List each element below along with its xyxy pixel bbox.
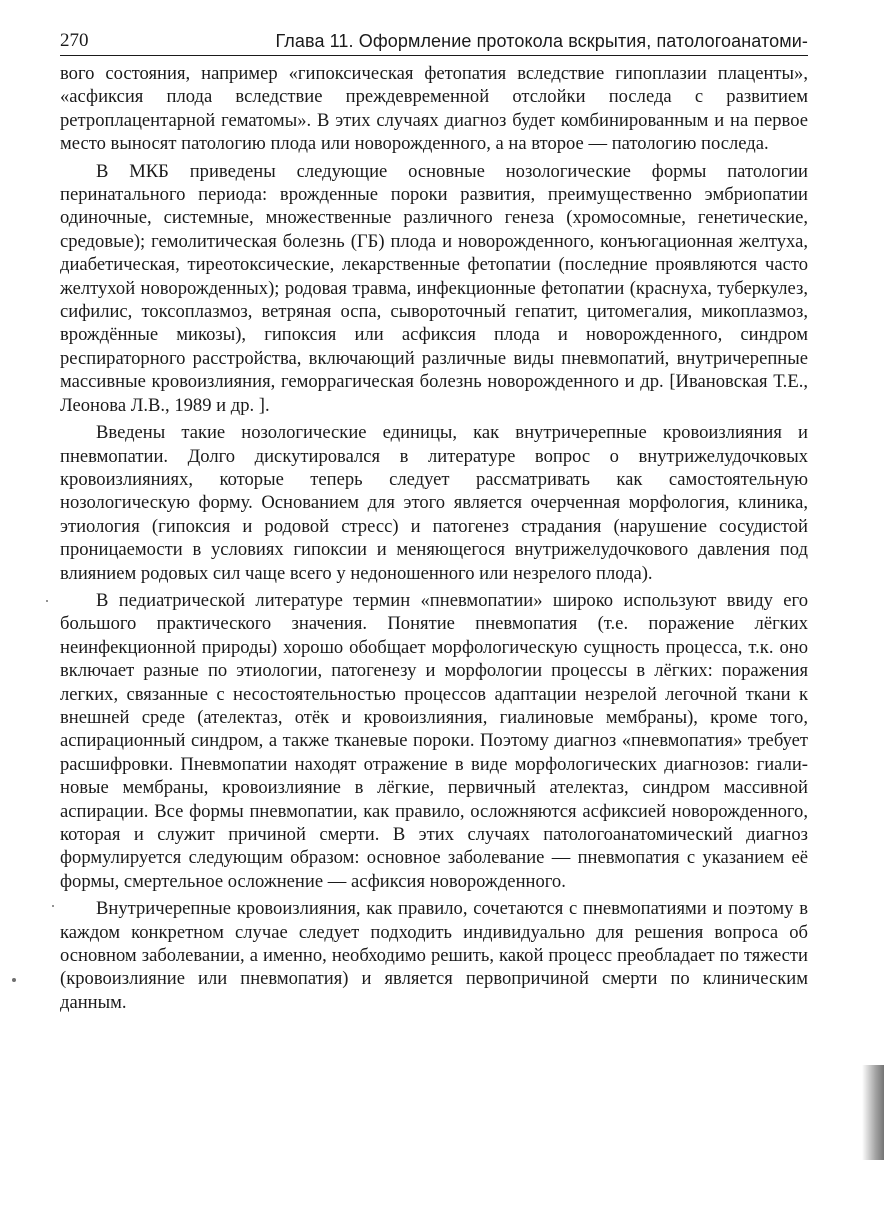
paragraph-pneumopathies: В педиатрической литературе термин «пневмопатии» широко используют ввиду его большого практического значения. Понятие пневмопатия (т.е. поражение лёгких неинфекционной природы) хорошо обобщает морфологическую сущность процесса, т.к. оно включает разные по этиологии, патогенезу и морфологии процессы в лёгких: поражения легких, связанные с несостоятельностью процессов адаптации незрелой легочной ткани к внешней среде (ателектаз, отёк и кровоизлияния, гиалиновые мембраны), кроме того, аспирационный синдром, а также тканевые пороки. Поэтому диагноз «пневмопатия» требует расшифровки. Пневмопатии находят отражение в виде морфологических диагнозов: гиалиновые мембраны, кровоизлияние в лёгкие, первичный ателектаз, синдром массивной аспирации. Все формы пневмопатии, как правило, осложняются асфиксией новорожденного, которая и служит причиной смерти. В этих случаях патологоанатомический диагноз формулируется следующим образом: основное заболевание — пневмопатия с указанием её формы, смертельное осложнение — асфиксия новорожденного.	[60, 589, 808, 892]
paragraph-continuation: вого состояния, например «гипоксическая фетопатия вследствие гипоплазии плаценты», «асфиксия плода вследствие преждевременной отслойки последа с развитием ретроплацентарной гематомы». В этих случаях диагноз будет комбинированным и на первое место выносят патологию плода или новорожденного, а на второе — патологию последа.	[60, 63, 808, 155]
paragraph-icd-forms: В МКБ приведены следующие основные нозологические формы патологии перинатального периода: врожденные пороки развития, преимущественно эмбриопатии одиночные, системные, множественные различного генеза (хромосомные, генетические, средовые); гемолитическая болезнь (ГБ) плода и новорожденного, конъюгационная желтуха, диабетическая, тиреотоксические, лекарственные фетопатии (последние проявляются часто желтухой новорожденных); родовая травма, инфекционные фетопатии (краснуха, туберкулез, сифилис, токсоплазмоз, ветряная оспа, сывороточный гепатит, цитомегалия, микоплазмоз, врождённые микозы), гипоксия или асфиксия плода и новорожденного, синдром респираторного расстройства, включающий различные виды пневмопатий, внутричерепные массивные кровоизлияния, геморрагическая болезнь новорожденного и др. [Ивановская Т.Е., Леонова Л.В., 1989 и др. ].	[60, 160, 808, 416]
page-header	[60, 30, 808, 56]
page-number: 270	[60, 30, 89, 51]
running-head: Глава 11. Оформление протокола вскрытия, патологоанатоми-	[275, 31, 808, 51]
paragraph-intracranial-hemorrhages: Внутричерепные кровоизлияния, как правило, сочетаются с пневмопатиями и поэтому в каждом конкретном случае следует подходить индивидуально для решения вопроса об основном заболевании, а именно, необходимо решить, какой процесс преобладает по тяжести (кровоизлияние или пневмопатия) и является первопричиной смерти по клиническим данным.	[60, 898, 808, 1013]
scan-speck	[12, 978, 16, 982]
scan-speck	[52, 905, 54, 907]
book-page	[60, 30, 808, 1018]
scan-speck	[46, 600, 48, 602]
paragraph-nosological-units: Введены такие нозологические единицы, как внутричерепные кровоизлияния и пневмопатии. Долго дискутировался в литературе вопрос о внутрижелудочковых кровоизлияниях, которые теперь следует рассматривать как самостоятельную нозологическую форму. Основанием для этого является очерченная морфология, клиника, этиология (гипоксия и родовой стресс) и патогенез страдания (нарушение сосудистой проницаемости в условиях гипоксии и меняющегося внутрижелудочкового давления под влиянием родовых сил чаще всего у недоношенного или незрелого плода).	[60, 422, 808, 584]
scan-edge-shadow	[862, 1065, 884, 1160]
